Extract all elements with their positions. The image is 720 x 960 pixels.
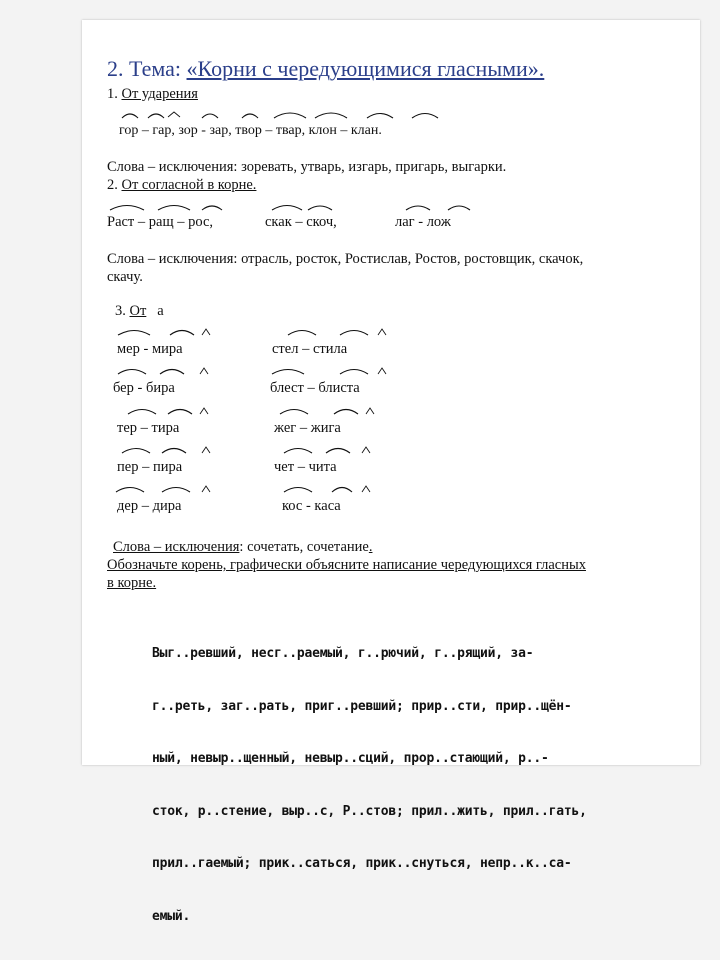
section3-right-item: чет – чита	[274, 459, 337, 475]
section3-suffix: а	[157, 303, 164, 319]
exceptions3-words: : сочетать, сочетание	[239, 539, 369, 555]
exercise-line: сток, р..стение, выр..с, Р..стов; прил..жить, прил..гать,	[152, 803, 587, 819]
section1-roots-line: гор – гар, зор - зар, твор – твар, клон – клан.	[119, 123, 382, 138]
task-line1: Обозначьте корень, графически объясните написание чередующихся гласных	[107, 557, 586, 573]
section3-left-item: пер – пира	[117, 459, 183, 475]
exceptions2-line2: скачу.	[107, 269, 143, 285]
exceptions2-line1: Слова – исключения: отрасль, росток, Ростислав, Ростов, ростовщик, скачок,	[107, 251, 584, 267]
section2-title: От согласной в корне.	[121, 177, 257, 193]
title-prefix: 2. Тема:	[107, 56, 187, 81]
exercise-line: Выг..ревший, несг..раемый, г..рючий, г..рящий, за-	[152, 646, 534, 661]
section3-heading	[115, 303, 164, 320]
section3-right-item: стел – стила	[272, 341, 348, 357]
section2-pair-rast: Раст – ращ – рос,	[107, 214, 214, 230]
exceptions3-line	[113, 539, 372, 556]
section3-number: 3.	[115, 303, 130, 319]
section3-right-item: кос - каса	[282, 498, 341, 514]
section2-pair-lag: лаг - лож	[395, 214, 451, 230]
section2-heading	[107, 177, 256, 194]
exercise-line: ный, невыр..щенный, невыр..сций, прор..стающий, р..-	[152, 751, 549, 766]
exercise-line: емый.	[152, 908, 191, 924]
document-page	[82, 20, 700, 924]
section3-left-item: мер - мира	[117, 341, 183, 357]
section3-title: От	[129, 303, 147, 319]
exercise-line: прил..гаемый; прик..саться, прик..снуться, непр..к..са-	[152, 856, 572, 871]
section3-right-item: блест – блиста	[270, 380, 360, 396]
task-line2: в корне.	[107, 575, 157, 591]
section3-left-item: дер – дира	[117, 498, 182, 514]
exceptions1-line: Слова – исключения: зоревать, утварь, изгарь, пригарь, выгарки.	[107, 159, 507, 175]
exceptions3-dot: .	[368, 539, 373, 555]
exceptions3-label: Слова – исключения	[113, 539, 240, 555]
exercise-line: г..реть, заг..рать, приг..ревший; прир..сти, прир..щён-	[152, 698, 572, 714]
exercise-text	[152, 610, 642, 960]
section2-pair-skak: скак – скоч,	[265, 214, 337, 230]
section3-left-item: бер - бира	[113, 380, 175, 396]
title-topic: «Корни с чередующимися гласными».	[186, 56, 545, 81]
section3-right-item: жег – жига	[274, 420, 341, 436]
section3-left-item: тер – тира	[117, 420, 180, 436]
section1-title: От ударения	[121, 86, 198, 102]
section1-number: 1.	[107, 86, 122, 102]
section2-number: 2.	[107, 177, 122, 193]
